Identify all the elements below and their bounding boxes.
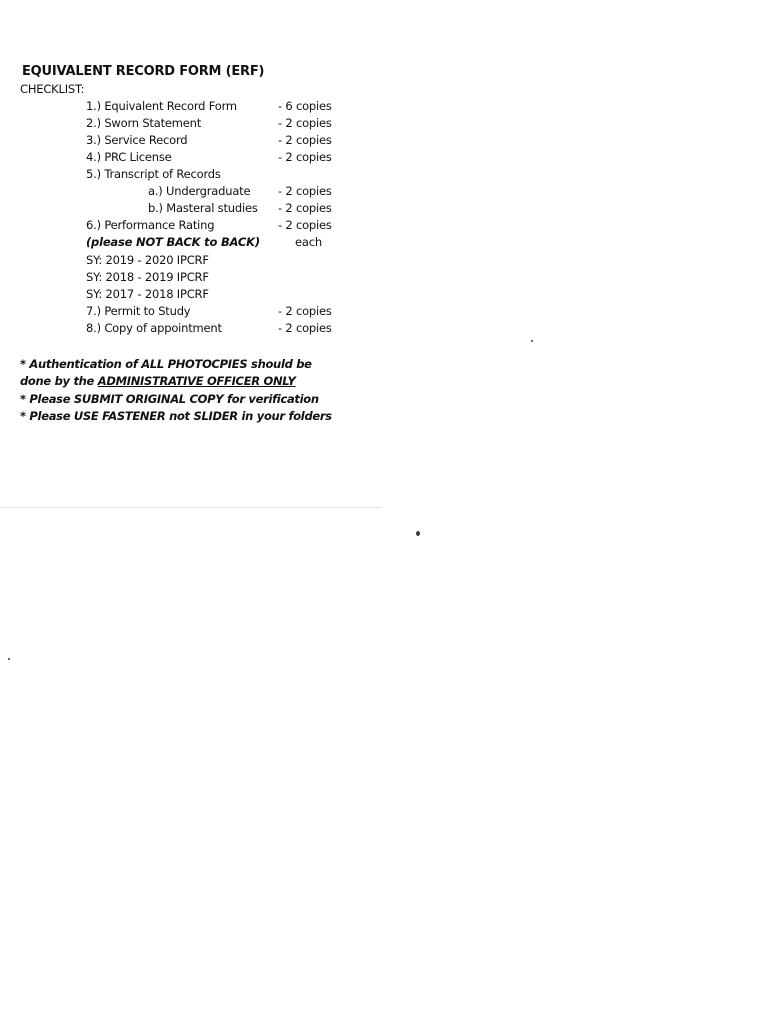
- item-copies: - 2 copies: [278, 150, 332, 164]
- item-label: 8.) Copy of appointment: [86, 321, 222, 335]
- scan-speck: [531, 340, 533, 342]
- item-label: 3.) Service Record: [86, 133, 188, 147]
- item-copies: - 6 copies: [278, 99, 332, 113]
- checklist-item-note: [0, 235, 768, 252]
- checklist-item: [0, 304, 768, 321]
- item-copies: - 2 copies: [278, 304, 332, 318]
- checklist-item: [0, 133, 768, 150]
- item-copies: - 2 copies: [278, 201, 332, 215]
- page-title: EQUIVALENT RECORD FORM (ERF): [22, 64, 265, 79]
- item-label: 1.) Equivalent Record Form: [86, 99, 237, 113]
- item-label: b.) Masteral studies: [148, 201, 258, 215]
- item-label: 5.) Transcript of Records: [86, 167, 221, 181]
- note-original-copy: * Please SUBMIT ORIGINAL COPY for verification: [20, 391, 319, 406]
- checklist-item: [0, 116, 768, 133]
- item-label: 4.) PRC License: [86, 150, 172, 164]
- note-officer: done by the ADMINISTRATIVE OFFICER ONLY: [20, 374, 296, 389]
- checklist-heading: CHECKLIST:: [20, 82, 85, 96]
- note-fastener: * Please USE FASTENER not SLIDER in your folders: [20, 408, 332, 423]
- item-label: 7.) Permit to Study: [86, 304, 191, 318]
- item-label: a.) Undergraduate: [148, 184, 251, 198]
- item-label: 2.) Sworn Statement: [86, 116, 202, 130]
- checklist-item: [0, 270, 768, 287]
- checklist-subitem: [0, 201, 768, 218]
- checklist-item: [0, 99, 768, 116]
- officer-underlined: ADMINISTRATIVE OFFICER ONLY: [97, 374, 296, 389]
- item-copies: - 2 copies: [278, 218, 332, 232]
- item-copies: - 2 copies: [278, 184, 332, 198]
- checklist-item: [0, 287, 768, 304]
- checklist-item: [0, 150, 768, 167]
- checklist-item: [0, 218, 768, 235]
- item-label: SY: 2018 - 2019 IPCRF: [86, 270, 209, 284]
- item-copies: - 2 copies: [278, 133, 332, 147]
- checklist-subitem: [0, 184, 768, 201]
- item-label: SY: 2019 - 2020 IPCRF: [86, 253, 209, 267]
- item-label: (please NOT BACK to BACK): [86, 235, 260, 249]
- item-label: 6.) Performance Rating: [86, 218, 215, 232]
- item-copies: - 2 copies: [278, 321, 332, 335]
- note-authentication: * Authentication of ALL PHOTOCPIES should be: [20, 357, 312, 371]
- item-copies: each: [295, 235, 322, 249]
- scan-speck: [8, 658, 10, 660]
- item-label: SY: 2017 - 2018 IPCRF: [86, 287, 209, 301]
- scan-speck: [416, 531, 420, 536]
- notes-section: [20, 356, 332, 425]
- checklist-item: [0, 321, 768, 338]
- checklist-item: [0, 253, 768, 270]
- item-copies: - 2 copies: [278, 116, 332, 130]
- scan-fold-line: [0, 507, 382, 508]
- checklist-item: [0, 167, 768, 184]
